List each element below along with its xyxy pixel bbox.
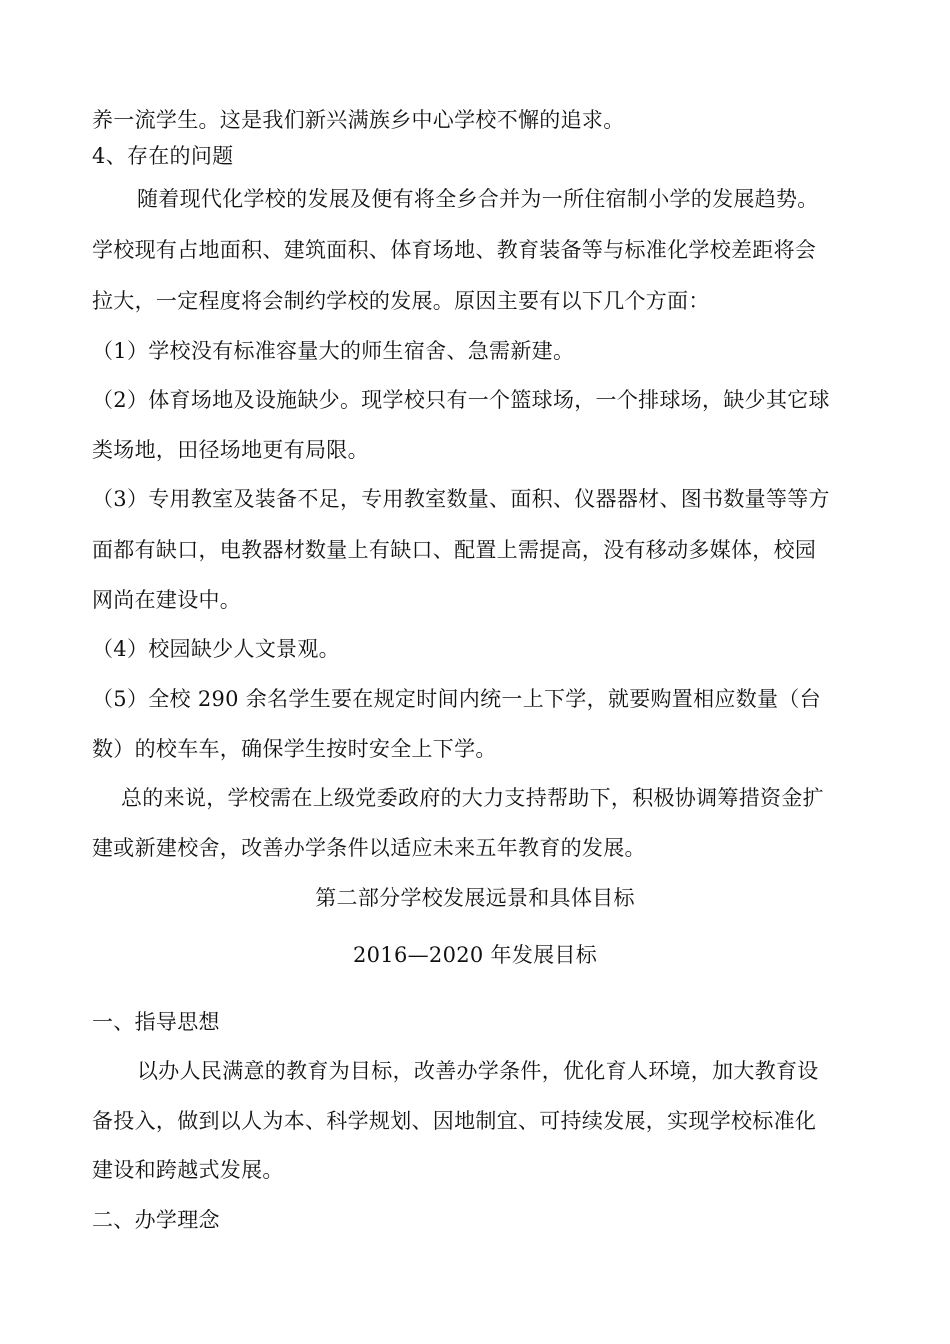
list-item: （5）全校 290 余名学生要在规定时间内统一上下学，就要购置相应数量（台 [92, 687, 821, 711]
paragraph-line: 建或新建校舍，改善办学条件以适应未来五年教育的发展。 [92, 836, 646, 860]
list-item-continuation: 数）的校车车，确保学生按时安全上下学。 [92, 737, 497, 761]
paragraph-line: 学校现有占地面积、建筑面积、体育场地、教育装备等与标准化学校差距将会 [92, 238, 817, 262]
paragraph-line: 随着现代化学校的发展及便有将全乡合并为一所住宿制小学的发展趋势。 [137, 187, 819, 211]
paragraph-line: 备投入，做到以人为本、科学规划、因地制宜、可持续发展，实现学校标准化 [92, 1109, 817, 1133]
list-item: （3）专用教室及装备不足，专用教室数量、面积、仪器器材、图书数量等等方 [92, 487, 830, 511]
list-item-continuation: 面都有缺口，电教器材数量上有缺口、配置上需提高，没有移动多媒体，校园 [92, 538, 817, 562]
list-item: （1）学校没有标准容量大的师生宿舍、急需新建。 [92, 339, 575, 363]
list-item-continuation: 网尚在建设中。 [92, 588, 242, 612]
paragraph-line: 养一流学生。这是我们新兴满族乡中心学校不懈的追求。 [92, 108, 625, 132]
list-item: （4）校园缺少人文景观。 [92, 637, 340, 661]
paragraph-line: 以办人民满意的教育为目标，改善办学条件，优化育人环境，加大教育设 [137, 1059, 819, 1083]
section-heading: 4、存在的问题 [92, 144, 234, 168]
list-item: （2）体育场地及设施缺少。现学校只有一个篮球场，一个排球场，缺少其它球 [92, 388, 830, 412]
section-heading: 二、办学理念 [92, 1208, 220, 1232]
section-heading: 一、指导思想 [92, 1010, 220, 1034]
paragraph-line: 建设和跨越式发展。 [92, 1158, 284, 1182]
goal-title: 2016—2020 年发展目标 [352, 943, 598, 967]
paragraph-line: 拉大，一定程度将会制约学校的发展。原因主要有以下几个方面： [92, 289, 710, 313]
part-title: 第二部分学校发展远景和具体目标 [315, 886, 635, 910]
paragraph-line: 总的来说，学校需在上级党委政府的大力支持帮助下，积极协调筹措资金扩 [121, 786, 824, 810]
list-item-continuation: 类场地，田径场地更有局限。 [92, 438, 369, 462]
